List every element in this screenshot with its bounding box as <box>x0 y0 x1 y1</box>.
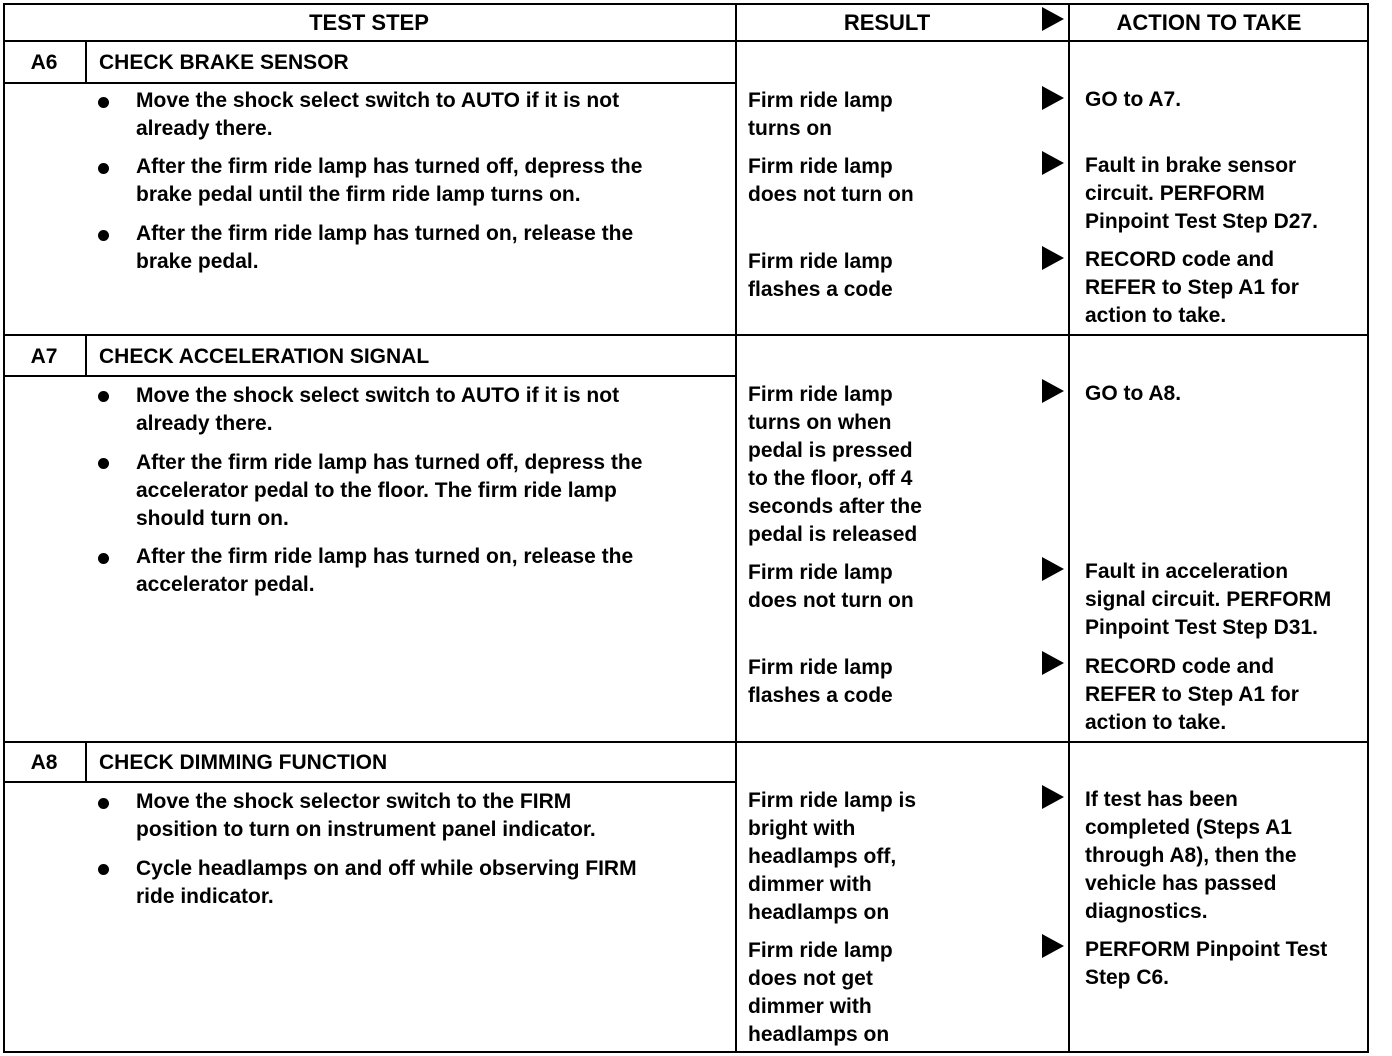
action-text: GO to A7. <box>1085 88 1182 111</box>
result-text: Firm ride lamp turns on when pedal is pressed to the floor, off 4 seconds after the pedal is released <box>748 383 922 546</box>
step-instruction: Cycle headlamps on and off while observing FIRM ride indicator. <box>136 857 637 908</box>
a6-title-bottom-border <box>3 82 736 84</box>
result-text: Firm ride lamp turns on <box>748 89 893 140</box>
a8-title-bottom-border <box>3 781 736 783</box>
result-text: Firm ride lamp flashes a code <box>748 656 893 707</box>
table-right-border <box>1367 3 1369 1053</box>
action-column-divider <box>1068 3 1070 1053</box>
step-title: CHECK BRAKE SENSOR <box>99 51 349 74</box>
step-id: A7 <box>30 345 58 368</box>
action-text: Fault in acceleration signal circuit. PERFORM Pinpoint Test Step D31. <box>1085 560 1332 639</box>
step-id: A6 <box>30 51 58 74</box>
result-arrow-icon <box>1042 934 1064 958</box>
header-result: RESULT <box>843 10 931 35</box>
a7-title-bottom-border <box>3 375 736 377</box>
result-arrow-icon <box>1042 651 1064 675</box>
header-action: ACTION TO TAKE <box>1116 10 1302 35</box>
action-text: GO to A8. <box>1085 382 1182 405</box>
step-instruction: Move the shock select switch to AUTO if it is not already there. <box>136 384 620 435</box>
step-instruction: Move the shock selector switch to the FIRM position to turn on instrument panel indicator. <box>136 790 596 841</box>
header-arrow-icon <box>1042 7 1064 31</box>
a6-id-divider <box>85 40 87 83</box>
action-text: PERFORM Pinpoint Test Step C6. <box>1085 938 1328 989</box>
action-text: Fault in brake sensor circuit. PERFORM Pinpoint Test Step D27. <box>1085 154 1318 233</box>
action-text: RECORD code and REFER to Step A1 for action to take. <box>1085 248 1299 327</box>
result-text: Firm ride lamp flashes a code <box>748 250 893 301</box>
result-column-divider <box>735 3 737 1053</box>
step-instruction: Move the shock select switch to AUTO if it is not already there. <box>136 89 620 140</box>
result-arrow-icon <box>1042 151 1064 175</box>
step-instruction: After the firm ride lamp has turned off, depress the accelerator pedal to the floor. The firm ride lamp should turn on. <box>136 451 643 530</box>
step-instruction: After the firm ride lamp has turned off, depress the brake pedal until the firm ride lamp turns on. <box>136 155 643 206</box>
a7-bottom-border <box>3 741 1369 743</box>
header-bottom-border <box>3 40 1369 42</box>
result-arrow-icon <box>1042 379 1064 403</box>
step-title: CHECK ACCELERATION SIGNAL <box>99 345 430 368</box>
result-arrow-icon <box>1042 246 1064 270</box>
header-test-step: TEST STEP <box>309 10 429 35</box>
result-text: Firm ride lamp does not get dimmer with headlamps on <box>748 939 893 1046</box>
step-instruction: After the firm ride lamp has turned on, release the accelerator pedal. <box>136 545 634 596</box>
result-arrow-icon <box>1042 785 1064 809</box>
step-title: CHECK DIMMING FUNCTION <box>99 751 388 774</box>
bullet-icon <box>98 458 109 469</box>
result-text: Firm ride lamp is bright with headlamps off, dimmer with headlamps on <box>748 789 917 924</box>
table-top-border <box>3 3 1369 5</box>
table-bottom-border <box>3 1051 1369 1053</box>
result-text: Firm ride lamp does not turn on <box>748 155 914 206</box>
result-text: Firm ride lamp does not turn on <box>748 561 914 612</box>
bullet-icon <box>98 798 109 809</box>
bullet-icon <box>98 553 109 564</box>
step-instruction: After the firm ride lamp has turned on, release the brake pedal. <box>136 222 634 273</box>
bullet-icon <box>98 864 109 875</box>
result-arrow-icon <box>1042 86 1064 110</box>
step-id: A8 <box>30 751 58 774</box>
a8-id-divider <box>85 741 87 783</box>
a7-id-divider <box>85 334 87 377</box>
table-left-border <box>3 3 5 1053</box>
bullet-icon <box>98 163 109 174</box>
result-arrow-icon <box>1042 557 1064 581</box>
bullet-icon <box>98 97 109 108</box>
bullet-icon <box>98 230 109 241</box>
action-text: If test has been completed (Steps A1 through A8), then the vehicle has passed diagnostics. <box>1085 788 1297 923</box>
action-text: RECORD code and REFER to Step A1 for action to take. <box>1085 655 1299 734</box>
bullet-icon <box>98 391 109 402</box>
a6-bottom-border <box>3 334 1369 336</box>
